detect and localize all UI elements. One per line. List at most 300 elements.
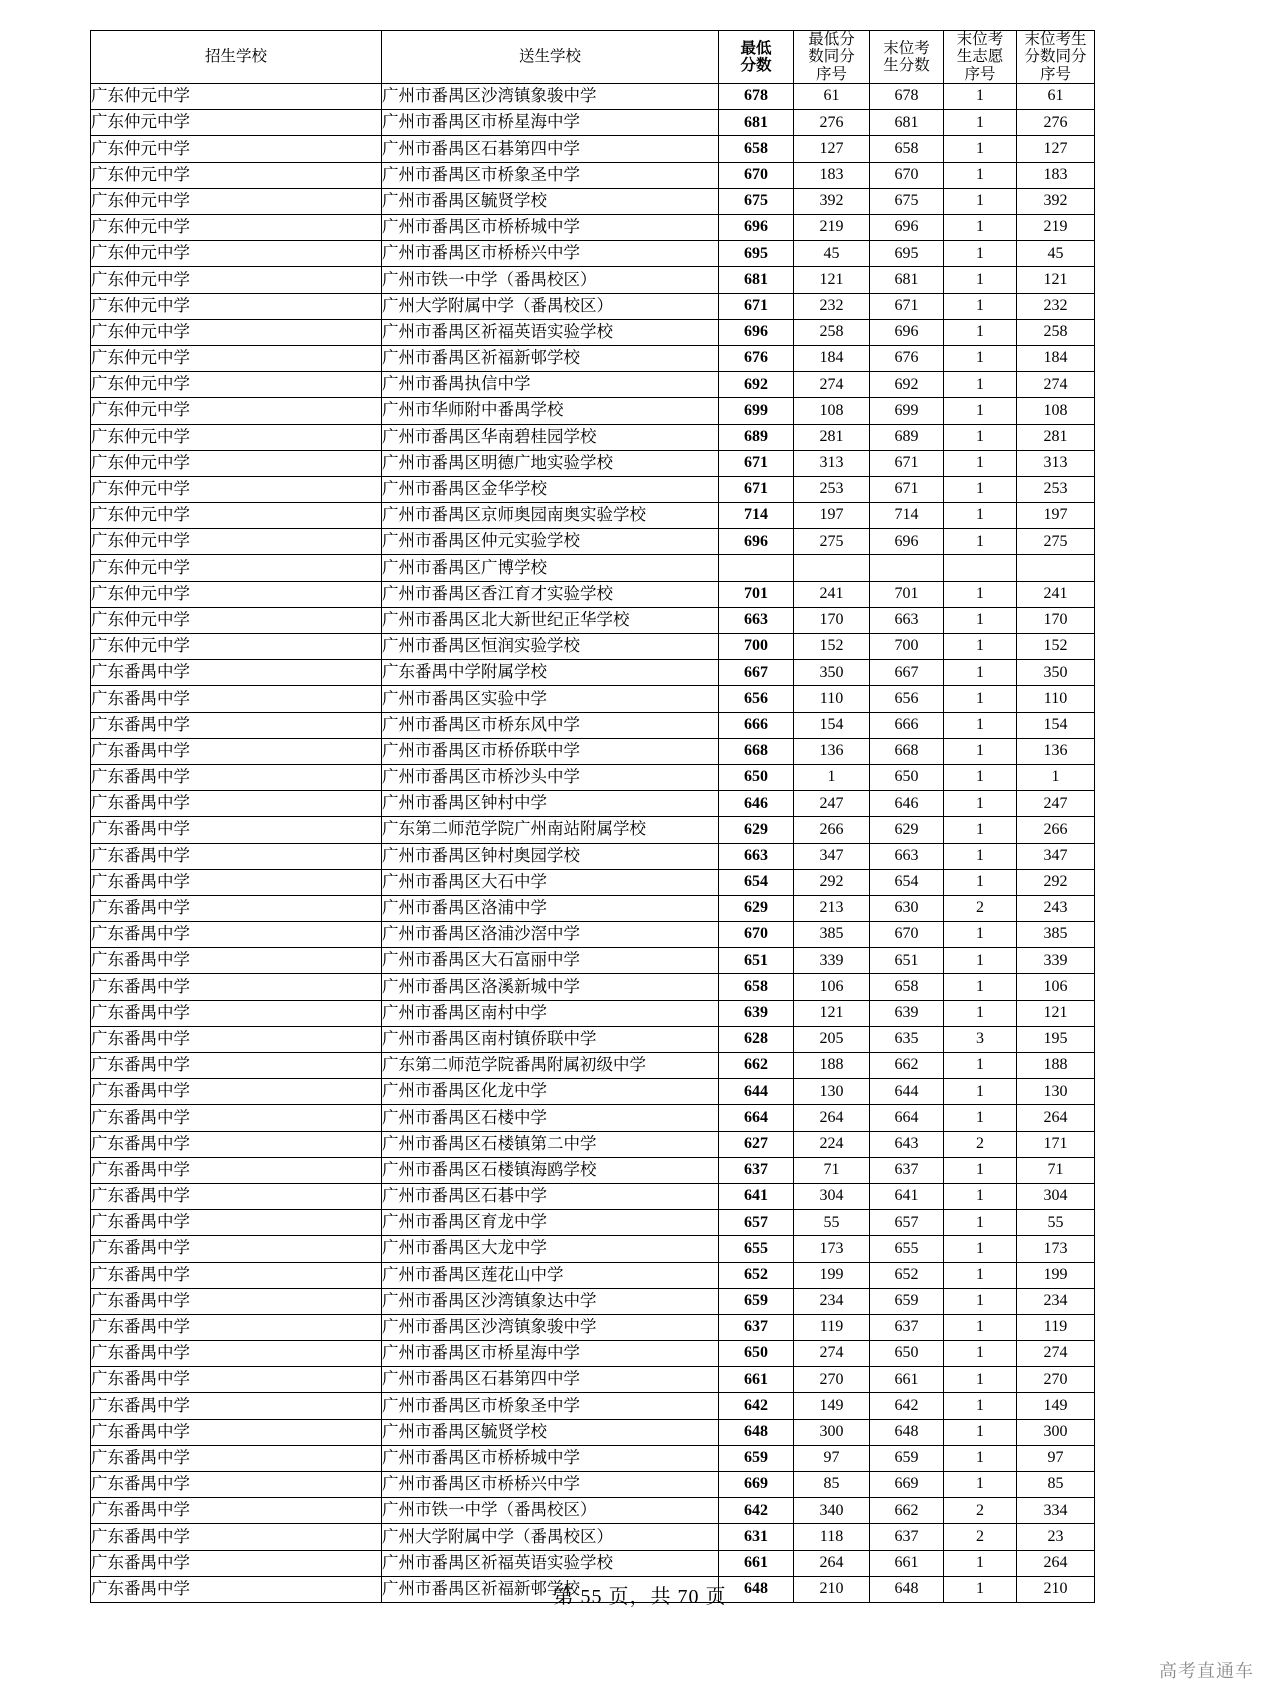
cell-sending-school: 广州市番禺区市桥象圣中学: [382, 1393, 719, 1419]
cell-last-student-score: 650: [870, 764, 944, 790]
cell-last-student-wish-rank: 1: [944, 293, 1017, 319]
cell-min-score-rank: 55: [794, 1210, 870, 1236]
cell-sending-school: 广州市番禺区恒润实验学校: [382, 634, 719, 660]
cell-min-score: 681: [719, 110, 794, 136]
table-row: [91, 1262, 1095, 1288]
cell-last-student-wish-rank: 2: [944, 1498, 1017, 1524]
cell-last-student-score-rank: [1017, 555, 1095, 581]
cell-sending-school: 广东第二师范学院番禺附属初级中学: [382, 1053, 719, 1079]
cell-sending-school: 广州市番禺区北大新世纪正华学校: [382, 607, 719, 633]
table-row: [91, 1026, 1095, 1052]
cell-min-score-rank: 275: [794, 529, 870, 555]
cell-admitting-school: 广东番禺中学: [91, 1393, 382, 1419]
cell-last-student-score-rank: 234: [1017, 1288, 1095, 1314]
cell-last-student-score-rank: 243: [1017, 895, 1095, 921]
cell-last-student-wish-rank: 1: [944, 948, 1017, 974]
cell-min-score: 681: [719, 267, 794, 293]
cell-last-student-score: 629: [870, 817, 944, 843]
cell-last-student-score: 630: [870, 895, 944, 921]
table-row: [91, 764, 1095, 790]
cell-last-student-wish-rank: 1: [944, 241, 1017, 267]
cell-min-score: 661: [719, 1367, 794, 1393]
cell-sending-school: 广州市番禺区石碁中学: [382, 1183, 719, 1209]
cell-min-score: 701: [719, 581, 794, 607]
cell-min-score-rank: 347: [794, 843, 870, 869]
cell-last-student-wish-rank: 1: [944, 450, 1017, 476]
cell-min-score-rank: 106: [794, 974, 870, 1000]
cell-min-score-rank: 173: [794, 1236, 870, 1262]
cell-last-student-wish-rank: 1: [944, 424, 1017, 450]
cell-min-score: 637: [719, 1314, 794, 1340]
cell-min-score: 669: [719, 1472, 794, 1498]
table-row: [91, 660, 1095, 686]
col-header-line: 末位考: [956, 31, 1004, 48]
cell-last-student-score-rank: 275: [1017, 529, 1095, 555]
cell-admitting-school: 广东番禺中学: [91, 1079, 382, 1105]
cell-min-score-rank: 392: [794, 188, 870, 214]
cell-min-score-rank: 71: [794, 1157, 870, 1183]
cell-sending-school: 广州市番禺区石楼镇第二中学: [382, 1131, 719, 1157]
cell-min-score-rank: 183: [794, 162, 870, 188]
cell-last-student-score: 668: [870, 738, 944, 764]
table-row: [91, 686, 1095, 712]
cell-min-score-rank: 266: [794, 817, 870, 843]
cell-min-score-rank: 339: [794, 948, 870, 974]
table-row: [91, 136, 1095, 162]
cell-last-student-score-rank: 385: [1017, 922, 1095, 948]
cell-last-student-score: 699: [870, 398, 944, 424]
cell-sending-school: 广州市铁一中学（番禺校区）: [382, 267, 719, 293]
cell-last-student-score-rank: 45: [1017, 241, 1095, 267]
table-row: [91, 319, 1095, 345]
cell-min-score: 655: [719, 1236, 794, 1262]
col-header-line: 序号: [815, 65, 847, 83]
cell-last-student-wish-rank: 1: [944, 791, 1017, 817]
col-header-line: 分数同分: [1024, 48, 1087, 66]
col-header-line: 序号: [1039, 65, 1071, 83]
table-row: [91, 476, 1095, 502]
cell-last-student-score: 658: [870, 136, 944, 162]
cell-sending-school: 广州市番禺区市桥象圣中学: [382, 162, 719, 188]
cell-min-score: 658: [719, 136, 794, 162]
cell-last-student-score-rank: 130: [1017, 1079, 1095, 1105]
cell-admitting-school: 广东番禺中学: [91, 1524, 382, 1550]
table-row: [91, 922, 1095, 948]
table-row: [91, 1183, 1095, 1209]
cell-min-score: 696: [719, 529, 794, 555]
cell-last-student-score-rank: 183: [1017, 162, 1095, 188]
col-header-line: 招生学校: [204, 48, 267, 66]
cell-last-student-score: 689: [870, 424, 944, 450]
cell-last-student-wish-rank: 1: [944, 843, 1017, 869]
cell-last-student-wish-rank: 3: [944, 1026, 1017, 1052]
cell-min-score: 675: [719, 188, 794, 214]
cell-admitting-school: 广东番禺中学: [91, 1550, 382, 1576]
cell-min-score: 650: [719, 1341, 794, 1367]
cell-last-student-score-rank: 274: [1017, 1341, 1095, 1367]
cell-min-score-rank: 85: [794, 1472, 870, 1498]
cell-last-student-score: [870, 555, 944, 581]
cell-sending-school: 广州市番禺区毓贤学校: [382, 188, 719, 214]
cell-min-score: 657: [719, 1210, 794, 1236]
cell-min-score: 656: [719, 686, 794, 712]
cell-admitting-school: 广东仲元中学: [91, 424, 382, 450]
cell-min-score-rank: 350: [794, 660, 870, 686]
cell-min-score: 658: [719, 974, 794, 1000]
cell-last-student-score-rank: 1: [1017, 764, 1095, 790]
cell-min-score: 639: [719, 1000, 794, 1026]
table-row: [91, 267, 1095, 293]
col-header-line: 生志愿: [956, 48, 1004, 66]
cell-last-student-score-rank: 210: [1017, 1576, 1095, 1602]
cell-min-score: 671: [719, 476, 794, 502]
cell-admitting-school: 广东番禺中学: [91, 1157, 382, 1183]
cell-last-student-score-rank: 149: [1017, 1393, 1095, 1419]
cell-sending-school: 广州市番禺区市桥东风中学: [382, 712, 719, 738]
cell-min-score-rank: 136: [794, 738, 870, 764]
cell-admitting-school: 广东番禺中学: [91, 1576, 382, 1602]
cell-sending-school: 广州市番禺区育龙中学: [382, 1210, 719, 1236]
cell-sending-school: 广州市番禺区石碁第四中学: [382, 136, 719, 162]
cell-admitting-school: 广东番禺中学: [91, 660, 382, 686]
cell-sending-school: 广州市番禺区南村中学: [382, 1000, 719, 1026]
cell-last-student-score: 659: [870, 1445, 944, 1471]
cell-sending-school: 广州市番禺区金华学校: [382, 476, 719, 502]
cell-sending-school: 广州市番禺区市桥沙头中学: [382, 764, 719, 790]
cell-admitting-school: 广东仲元中学: [91, 529, 382, 555]
cell-last-student-score-rank: 232: [1017, 293, 1095, 319]
cell-min-score-rank: 234: [794, 1288, 870, 1314]
cell-admitting-school: 广东仲元中学: [91, 267, 382, 293]
table-row: [91, 1105, 1095, 1131]
cell-last-student-score-rank: 276: [1017, 110, 1095, 136]
cell-admitting-school: 广东番禺中学: [91, 1131, 382, 1157]
cell-last-student-wish-rank: 1: [944, 345, 1017, 371]
cell-admitting-school: 广东仲元中学: [91, 162, 382, 188]
cell-last-student-score-rank: 334: [1017, 1498, 1095, 1524]
table-header-row: [91, 31, 1095, 84]
cell-last-student-score: 676: [870, 345, 944, 371]
cell-sending-school: 广州市番禺区仲元实验学校: [382, 529, 719, 555]
cell-last-student-score: 696: [870, 319, 944, 345]
cell-last-student-score-rank: 154: [1017, 712, 1095, 738]
cell-min-score: 695: [719, 241, 794, 267]
cell-last-student-score-rank: 121: [1017, 267, 1095, 293]
cell-sending-school: 广州市番禺区市桥桥城中学: [382, 215, 719, 241]
cell-min-score: 670: [719, 922, 794, 948]
cell-last-student-wish-rank: 1: [944, 1445, 1017, 1471]
cell-last-student-score: 659: [870, 1288, 944, 1314]
cell-last-student-score: 714: [870, 503, 944, 529]
cell-admitting-school: 广东仲元中学: [91, 110, 382, 136]
cell-min-score-rank: 241: [794, 581, 870, 607]
cell-last-student-wish-rank: 2: [944, 1131, 1017, 1157]
cell-sending-school: 广州市番禺区沙湾镇象骏中学: [382, 1314, 719, 1340]
cell-min-score-rank: [794, 555, 870, 581]
cell-admitting-school: 广东仲元中学: [91, 476, 382, 502]
cell-last-student-wish-rank: 1: [944, 136, 1017, 162]
cell-last-student-score-rank: 170: [1017, 607, 1095, 633]
cell-min-score-rank: 292: [794, 869, 870, 895]
cell-sending-school: 广州市铁一中学（番禺校区）: [382, 1498, 719, 1524]
cell-sending-school: 广州市番禺区化龙中学: [382, 1079, 719, 1105]
table-row: [91, 215, 1095, 241]
cell-min-score-rank: 224: [794, 1131, 870, 1157]
cell-last-student-score-rank: 110: [1017, 686, 1095, 712]
cell-min-score: [719, 555, 794, 581]
cell-admitting-school: 广东仲元中学: [91, 607, 382, 633]
table-row: [91, 1472, 1095, 1498]
cell-last-student-score: 663: [870, 607, 944, 633]
admission-score-table: [90, 30, 1095, 1603]
cell-last-student-score: 675: [870, 188, 944, 214]
cell-min-score-rank: 274: [794, 372, 870, 398]
col-header-last-student-score-rank: [1017, 31, 1095, 84]
table-row: [91, 1210, 1095, 1236]
cell-min-score: 648: [719, 1576, 794, 1602]
cell-min-score-rank: 188: [794, 1053, 870, 1079]
cell-min-score-rank: 210: [794, 1576, 870, 1602]
cell-last-student-score: 662: [870, 1498, 944, 1524]
cell-min-score: 696: [719, 319, 794, 345]
table-row: [91, 1000, 1095, 1026]
cell-last-student-wish-rank: 1: [944, 372, 1017, 398]
cell-min-score-rank: 313: [794, 450, 870, 476]
table-row: [91, 607, 1095, 633]
cell-min-score-rank: 253: [794, 476, 870, 502]
cell-min-score-rank: 304: [794, 1183, 870, 1209]
table-row: [91, 450, 1095, 476]
cell-last-student-wish-rank: 2: [944, 895, 1017, 921]
cell-admitting-school: 广东番禺中学: [91, 948, 382, 974]
cell-admitting-school: 广东仲元中学: [91, 581, 382, 607]
cell-last-student-score: 637: [870, 1524, 944, 1550]
table-row: [91, 869, 1095, 895]
cell-min-score-rank: 149: [794, 1393, 870, 1419]
cell-admitting-school: 广东番禺中学: [91, 1498, 382, 1524]
table-row: [91, 1445, 1095, 1471]
cell-last-student-score: 650: [870, 1341, 944, 1367]
cell-min-score: 637: [719, 1157, 794, 1183]
cell-min-score: 676: [719, 345, 794, 371]
table-row: [91, 895, 1095, 921]
cell-sending-school: 广州市番禺区南村镇侨联中学: [382, 1026, 719, 1052]
table-row: [91, 974, 1095, 1000]
table-row: [91, 1393, 1095, 1419]
cell-last-student-wish-rank: [944, 555, 1017, 581]
cell-admitting-school: 广东番禺中学: [91, 1000, 382, 1026]
cell-last-student-score: 678: [870, 84, 944, 110]
cell-last-student-score-rank: 85: [1017, 1472, 1095, 1498]
cell-last-student-score-rank: 292: [1017, 869, 1095, 895]
cell-last-student-score-rank: 197: [1017, 503, 1095, 529]
col-header-line: 生分数: [883, 57, 930, 75]
cell-admitting-school: 广东番禺中学: [91, 791, 382, 817]
cell-last-student-score: 637: [870, 1157, 944, 1183]
cell-sending-school: 广东番禺中学附属学校: [382, 660, 719, 686]
cell-min-score: 642: [719, 1498, 794, 1524]
cell-last-student-score: 681: [870, 267, 944, 293]
cell-sending-school: 广州市番禺区市桥星海中学: [382, 110, 719, 136]
cell-last-student-wish-rank: 1: [944, 738, 1017, 764]
cell-last-student-wish-rank: 1: [944, 1341, 1017, 1367]
table-row: [91, 817, 1095, 843]
cell-last-student-score: 637: [870, 1314, 944, 1340]
cell-last-student-score: 664: [870, 1105, 944, 1131]
cell-last-student-score: 652: [870, 1262, 944, 1288]
table-row: [91, 84, 1095, 110]
cell-admitting-school: 广东番禺中学: [91, 1026, 382, 1052]
cell-sending-school: 广州市番禺区华南碧桂园学校: [382, 424, 719, 450]
cell-min-score: 671: [719, 450, 794, 476]
cell-min-score: 663: [719, 607, 794, 633]
cell-last-student-score: 643: [870, 1131, 944, 1157]
cell-sending-school: 广州市番禺区实验中学: [382, 686, 719, 712]
cell-admitting-school: 广东仲元中学: [91, 555, 382, 581]
cell-admitting-school: 广东番禺中学: [91, 1236, 382, 1262]
table-body: [91, 84, 1095, 1603]
cell-sending-school: 广州市番禺区市桥侨联中学: [382, 738, 719, 764]
cell-sending-school: 广州市番禺区祈福英语实验学校: [382, 1550, 719, 1576]
cell-admitting-school: 广东番禺中学: [91, 1445, 382, 1471]
table-row: [91, 398, 1095, 424]
cell-admitting-school: 广东仲元中学: [91, 372, 382, 398]
cell-admitting-school: 广东番禺中学: [91, 686, 382, 712]
cell-sending-school: 广州市番禺区洛浦中学: [382, 895, 719, 921]
cell-admitting-school: 广东番禺中学: [91, 1341, 382, 1367]
cell-sending-school: 广州市番禺区京师奥园南奥实验学校: [382, 503, 719, 529]
cell-admitting-school: 广东番禺中学: [91, 1314, 382, 1340]
cell-last-student-score: 662: [870, 1053, 944, 1079]
cell-last-student-score: 641: [870, 1183, 944, 1209]
cell-last-student-wish-rank: 1: [944, 607, 1017, 633]
cell-admitting-school: 广东番禺中学: [91, 1053, 382, 1079]
table-row: [91, 1341, 1095, 1367]
cell-last-student-score: 654: [870, 869, 944, 895]
col-header-last-student-wish-rank: [944, 31, 1017, 84]
table-row: [91, 1419, 1095, 1445]
cell-admitting-school: 广东番禺中学: [91, 817, 382, 843]
cell-last-student-score: 658: [870, 974, 944, 1000]
cell-admitting-school: 广东番禺中学: [91, 1367, 382, 1393]
cell-last-student-score-rank: 121: [1017, 1000, 1095, 1026]
cell-last-student-score-rank: 392: [1017, 188, 1095, 214]
cell-sending-school: 广州市番禺执信中学: [382, 372, 719, 398]
cell-min-score: 671: [719, 293, 794, 319]
cell-last-student-score: 642: [870, 1393, 944, 1419]
cell-last-student-wish-rank: 1: [944, 1576, 1017, 1602]
cell-last-student-wish-rank: 1: [944, 1105, 1017, 1131]
cell-admitting-school: 广东番禺中学: [91, 1419, 382, 1445]
table-row: [91, 948, 1095, 974]
cell-last-student-wish-rank: 1: [944, 660, 1017, 686]
cell-min-score-rank: 385: [794, 922, 870, 948]
table-row: [91, 293, 1095, 319]
cell-admitting-school: 广东仲元中学: [91, 634, 382, 660]
cell-admitting-school: 广东番禺中学: [91, 1472, 382, 1498]
table-row: [91, 1157, 1095, 1183]
cell-min-score: 678: [719, 84, 794, 110]
table-row: [91, 188, 1095, 214]
cell-last-student-score-rank: 270: [1017, 1367, 1095, 1393]
cell-sending-school: 广州市番禺区大石中学: [382, 869, 719, 895]
cell-sending-school: 广州市番禺区洛溪新城中学: [382, 974, 719, 1000]
cell-min-score: 650: [719, 764, 794, 790]
cell-last-student-wish-rank: 1: [944, 1393, 1017, 1419]
cell-last-student-score-rank: 339: [1017, 948, 1095, 974]
cell-admitting-school: 广东仲元中学: [91, 241, 382, 267]
cell-last-student-wish-rank: 1: [944, 764, 1017, 790]
cell-admitting-school: 广东仲元中学: [91, 136, 382, 162]
cell-min-score: 659: [719, 1445, 794, 1471]
cell-last-student-score-rank: 350: [1017, 660, 1095, 686]
cell-last-student-score-rank: 152: [1017, 634, 1095, 660]
cell-sending-school: 广州市番禺区大石富丽中学: [382, 948, 719, 974]
cell-last-student-score-rank: 106: [1017, 974, 1095, 1000]
table-header: [91, 31, 1095, 84]
col-header-last-student-score: [870, 31, 944, 84]
cell-min-score-rank: 281: [794, 424, 870, 450]
cell-last-student-score-rank: 274: [1017, 372, 1095, 398]
col-header-line: 最低: [740, 39, 772, 57]
cell-sending-school: 广州市番禺区洛浦沙滘中学: [382, 922, 719, 948]
cell-last-student-wish-rank: 1: [944, 110, 1017, 136]
cell-last-student-wish-rank: 1: [944, 581, 1017, 607]
cell-min-score-rank: 274: [794, 1341, 870, 1367]
cell-admitting-school: 广东番禺中学: [91, 738, 382, 764]
cell-sending-school: 广州市番禺区石碁第四中学: [382, 1367, 719, 1393]
cell-sending-school: 广东第二师范学院广州南站附属学校: [382, 817, 719, 843]
cell-last-student-score: 666: [870, 712, 944, 738]
cell-admitting-school: 广东番禺中学: [91, 1183, 382, 1209]
cell-min-score-rank: 264: [794, 1550, 870, 1576]
cell-last-student-score: 667: [870, 660, 944, 686]
cell-min-score-rank: 264: [794, 1105, 870, 1131]
cell-admitting-school: 广东番禺中学: [91, 1105, 382, 1131]
cell-last-student-score-rank: 108: [1017, 398, 1095, 424]
cell-min-score: 651: [719, 948, 794, 974]
cell-last-student-score-rank: 304: [1017, 1183, 1095, 1209]
cell-min-score: 659: [719, 1288, 794, 1314]
cell-min-score: 661: [719, 1550, 794, 1576]
cell-sending-school: 广州市番禺区市桥桥城中学: [382, 1445, 719, 1471]
cell-min-score: 662: [719, 1053, 794, 1079]
cell-sending-school: 广州市番禺区毓贤学校: [382, 1419, 719, 1445]
cell-last-student-score: 671: [870, 293, 944, 319]
cell-sending-school: 广州市华师附中番禺学校: [382, 398, 719, 424]
cell-last-student-score-rank: 264: [1017, 1550, 1095, 1576]
cell-min-score-rank: 340: [794, 1498, 870, 1524]
cell-last-student-wish-rank: 1: [944, 712, 1017, 738]
cell-last-student-wish-rank: 1: [944, 1000, 1017, 1026]
table-row: [91, 162, 1095, 188]
col-header-admitting-school: [91, 31, 382, 84]
cell-min-score: 648: [719, 1419, 794, 1445]
cell-last-student-wish-rank: 1: [944, 1079, 1017, 1105]
cell-admitting-school: 广东番禺中学: [91, 712, 382, 738]
cell-admitting-school: 广东仲元中学: [91, 293, 382, 319]
cell-last-student-score: 670: [870, 162, 944, 188]
cell-last-student-wish-rank: 1: [944, 188, 1017, 214]
cell-min-score: 627: [719, 1131, 794, 1157]
cell-min-score-rank: 205: [794, 1026, 870, 1052]
cell-sending-school: 广州市番禺区莲花山中学: [382, 1262, 719, 1288]
cell-admitting-school: 广东番禺中学: [91, 1288, 382, 1314]
cell-last-student-wish-rank: 1: [944, 1314, 1017, 1340]
table-row: [91, 241, 1095, 267]
cell-last-student-score: 695: [870, 241, 944, 267]
cell-sending-school: 广州市番禺区市桥桥兴中学: [382, 241, 719, 267]
